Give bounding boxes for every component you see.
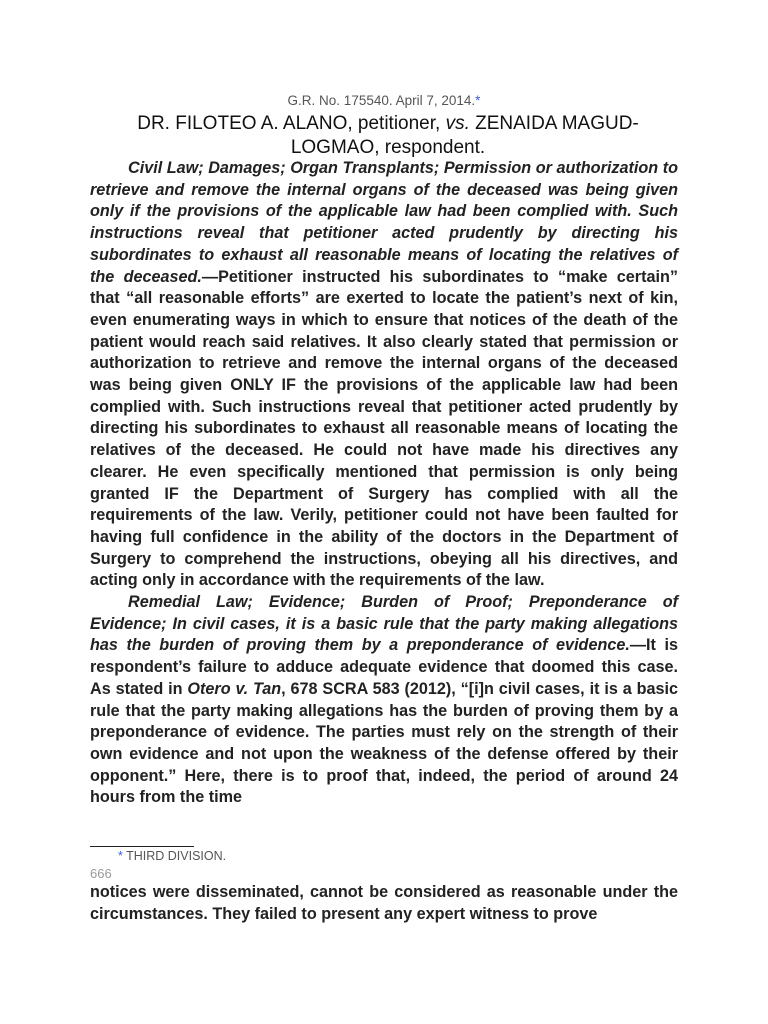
case-citation — [0, 93, 768, 108]
page-number: 666 — [90, 866, 112, 881]
syllabus-text-1: —Petitioner instructed his subordinates to “make certain” that “all reasonable efforts” are exerted to locate the patient’s next of kin, even enumerating ways in which to ensure that notices of the death of the patient would reach said relatives. It also clearly stated that permission or authorization to retrieve and remove the internal organs of the deceased was being given ONLY IF the provisions of the applicable law had been complied with. Such instructions reveal that petitioner acted prudently by directing his subordinates to exhaust all reasonable means of locating the relatives of the deceased. He could not have made his directives any clearer. He even specifically mentioned that permission is only being granted IF the Department of Surgery has complied with all the requirements of the law. Verily, petitioner could not have been faulted for having full confidence in the ability of the doctors in the Department of Surgery to comprehend the instructions, obeying all his directives, and acting only in accordance with the requirements of the law. — [90, 267, 678, 590]
citation-footnote-mark[interactable]: * — [475, 93, 481, 108]
respondent-text: ZENAIDA MAGUD-LOGMAO, respondent. — [290, 113, 639, 158]
syllabus-paragraph-2 — [90, 592, 678, 809]
cited-case-name: Otero v. Tan — [187, 679, 282, 698]
continued-paragraph: notices were disseminated, cannot be considered as reasonable under the circumstances. They failed to present any expert witness to prove — [90, 883, 678, 923]
syllabus-heading-1: Civil Law; Damages; Organ Transplants; Permission or authorization to retrieve and remove the internal organs of the deceased was being given only if the provisions of the applicable law had been complied with. Such instructions reveal that petitioner acted prudently by directing his subordinates to exhaust all reasonable means of locating the relatives of the deceased. — [90, 159, 678, 286]
syllabus-body — [90, 158, 678, 809]
footnote — [118, 849, 226, 863]
continued-body — [90, 882, 678, 925]
versus-text: vs. — [445, 113, 470, 134]
footnote-mark: * — [118, 849, 123, 863]
footnote-text: THIRD DIVISION. — [122, 849, 227, 863]
citation-text: G.R. No. 175540. April 7, 2014. — [287, 93, 476, 108]
case-caption — [118, 112, 658, 160]
syllabus-paragraph-1 — [90, 158, 678, 592]
footnote-divider — [90, 846, 194, 847]
petitioner-text: DR. FILOTEO A. ALANO, petitioner, — [137, 113, 446, 134]
syllabus-text-2a: —It is respondent’s failure to adduce adequate evidence that doomed this case. As stated in — [90, 636, 678, 698]
syllabus-text-2b: , 678 SCRA 583 (2012), “[i]n civil cases, it is a basic rule that the party making allegations has the burden of proving them by a preponderance of evidence. The parties must rely on the strength of their own evidence and not upon the weakness of the defense offered by their opponent.” Here, there is to proof that, indeed, the period of around 24 hours from the time — [90, 679, 679, 807]
syllabus-heading-2: Remedial Law; Evidence; Burden of Proof; Preponderance of Evidence; In civil cases, it is a basic rule that the party making allegations has the burden of proving them by a preponderance of evidence. — [90, 593, 678, 655]
